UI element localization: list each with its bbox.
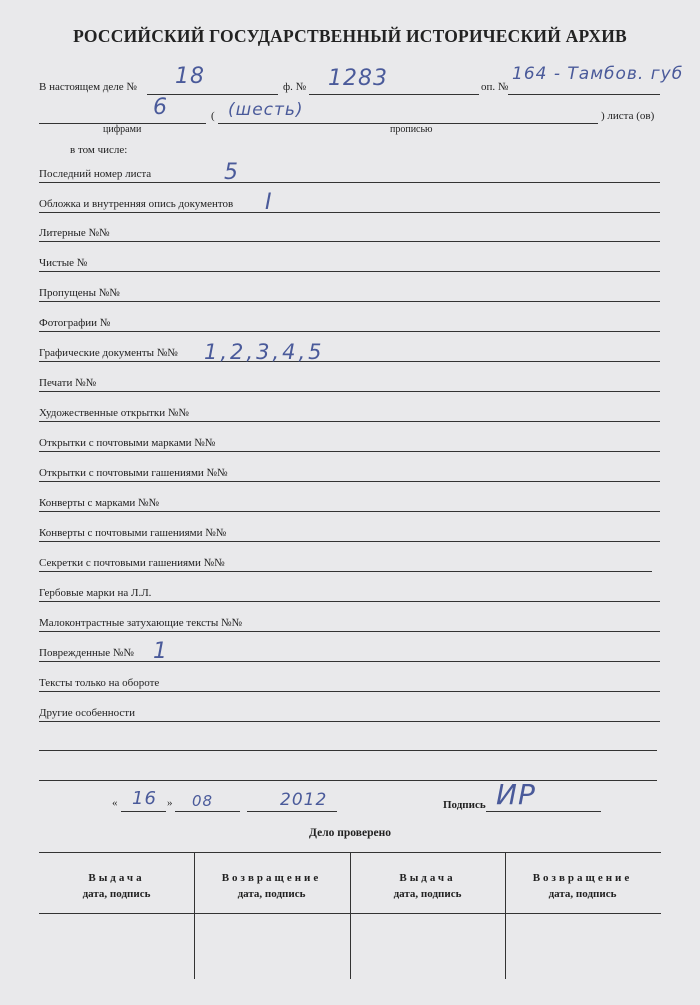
words-caption: прописью	[390, 124, 433, 135]
row-label: Литерные №№	[39, 227, 110, 239]
row-reverse-only	[39, 672, 660, 692]
digits-value: 6	[153, 95, 168, 120]
row-value: 1	[153, 639, 167, 664]
row-label: Открытки с почтовыми марками №№	[39, 437, 216, 449]
row-label: Другие особенности	[39, 707, 136, 719]
row-label: Тексты только на обороте	[39, 677, 160, 689]
words-value: (шесть)	[228, 100, 304, 120]
date-day-line	[121, 811, 166, 812]
row-art-postcards	[39, 402, 660, 422]
date-month: 08	[192, 792, 214, 810]
row-label: Последний номер листа	[39, 168, 152, 180]
row-label: Малоконтрастные затухающие тексты №№	[39, 617, 242, 629]
row-cover-inventory	[39, 190, 660, 215]
checked-title: Дело проверено	[309, 827, 391, 839]
digits-caption: цифрами	[103, 124, 142, 135]
row-value: 1,2,3,4,5	[204, 340, 325, 364]
date-quote-close: »	[167, 797, 173, 809]
row-label: Конверты с почтовыми гашениями №№	[39, 527, 227, 539]
row-label: Чистые №	[39, 257, 88, 269]
row-label: Гербовые марки на Л.Л.	[39, 587, 152, 599]
row-other-features	[39, 702, 660, 722]
row-graphic-documents	[39, 342, 660, 362]
case-number-value: 18	[175, 64, 205, 89]
including-label: в том числе:	[70, 144, 128, 156]
row-envelopes-cancellations	[39, 522, 660, 542]
row-faded-texts	[39, 612, 660, 632]
row-revenue-stamps	[39, 582, 660, 602]
signature-label: Подпись	[443, 799, 486, 811]
extra-line	[39, 750, 657, 751]
date-day: 16	[132, 788, 157, 809]
table-header-issue-1: Выдача дата, подпись	[82, 872, 151, 900]
fond-label: ф. №	[283, 81, 307, 93]
date-month-line	[175, 811, 240, 812]
row-envelopes-stamps	[39, 492, 660, 512]
row-seals	[39, 372, 660, 392]
row-skipped	[39, 282, 660, 302]
row-label: Пропущены №№	[39, 287, 120, 299]
row-label: Фотографии №	[39, 317, 111, 329]
row-last-sheet	[39, 160, 660, 185]
date-year: 2012	[280, 790, 328, 810]
sheets-label: ) листа (ов)	[601, 110, 655, 122]
row-literal-numbers	[39, 222, 660, 242]
fond-line	[309, 94, 479, 95]
row-secret-cancellations	[39, 552, 660, 572]
row-label: Открытки с почтовыми гашениями №№	[39, 467, 228, 479]
row-value: 5	[224, 160, 238, 185]
opis-label: оп. №	[481, 81, 509, 93]
row-damaged	[39, 639, 660, 664]
row-blank-sheets	[39, 252, 660, 272]
row-label: Поврежденные №№	[39, 647, 134, 659]
signature-value: ИР	[496, 778, 536, 811]
extra-line	[39, 780, 657, 781]
row-label: Художественные открытки №№	[39, 407, 189, 419]
table-header-return-1: Возвращение дата, подпись	[221, 872, 322, 900]
row-photos	[39, 312, 660, 332]
row-label: Конверты с марками №№	[39, 497, 160, 509]
date-year-line	[247, 811, 337, 812]
row-label: Графические документы №№	[39, 347, 178, 359]
row-label: Секретки с почтовыми гашениями №№	[39, 557, 225, 569]
table-header-issue-2: Выдача дата, подпись	[393, 872, 462, 900]
row-label: Печати №№	[39, 377, 97, 389]
opis-line	[508, 94, 660, 95]
fond-value: 1283	[328, 66, 388, 91]
table-header-return-2: Возвращение дата, подпись	[532, 872, 633, 900]
date-quote-open: «	[112, 797, 118, 809]
case-number-label: В настоящем деле №	[39, 81, 137, 93]
opis-value: 164 - Тамбов. губ	[512, 64, 684, 84]
signature-line	[486, 811, 601, 812]
row-postcards-stamps	[39, 432, 660, 452]
row-value: I	[265, 190, 272, 215]
row-postcards-cancellations	[39, 462, 660, 482]
paren-open: (	[211, 110, 215, 122]
page-title: РОССИЙСКИЙ ГОСУДАРСТВЕННЫЙ ИСТОРИЧЕСКИЙ АРХИВ	[73, 26, 627, 46]
row-label: Обложка и внутренняя опись документов	[39, 198, 234, 210]
